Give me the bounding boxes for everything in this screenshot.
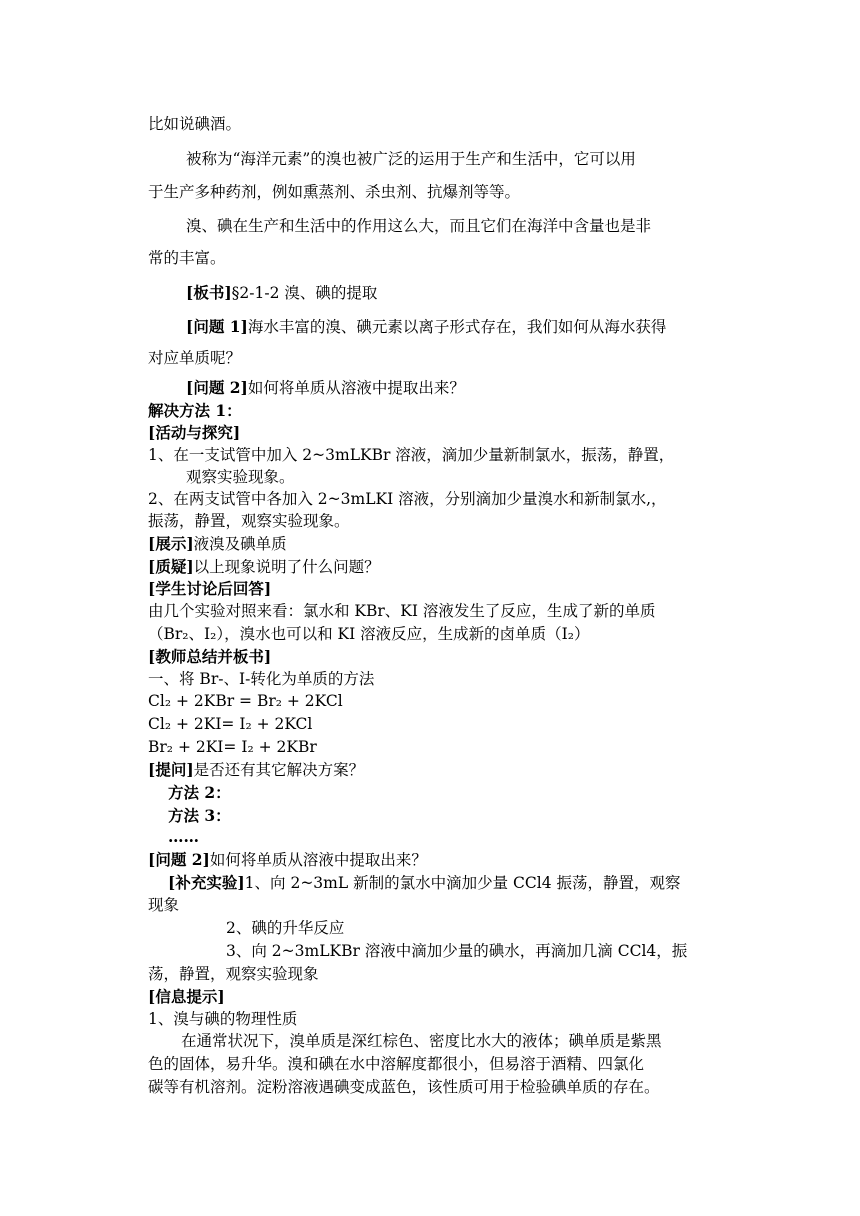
paragraph-line: 色的固体，易升华。溴和碘在水中溶解度都很小，但易溶于酒精、四氯化 [148, 1055, 645, 1073]
answer-line: （Br₂、I₂），溴水也可以和 KI 溶液反应，生成新的卤单质（I₂） [148, 625, 590, 643]
list-item: 1、在一支试管中加入 2~3mLKBr 溶液，滴加少量新制氯水，振荡，静置， [148, 446, 675, 464]
method-line: 方法 2： [168, 783, 231, 802]
board-writing-line: [板书]§2-1-2 溴、碘的提取 [186, 283, 378, 302]
section-heading: 解决方法 1： [148, 401, 242, 420]
subheading: 1、溴与碘的物理性质 [148, 1010, 298, 1028]
query-tag: [质疑] [148, 557, 194, 576]
extra-experiment-line: 现象 [148, 896, 180, 914]
ask-line: [提问]是否还有其它解决方案？ [148, 760, 365, 779]
question-tag: [问题 2] [186, 378, 248, 397]
show-tag: [展示] [148, 534, 194, 553]
question-line: [问题 2]如何将单质从溶液中提取出来？ [186, 378, 465, 397]
equation: Cl₂ + 2KBr = Br₂ + 2KCl [148, 692, 343, 710]
question-line: 对应单质呢？ [148, 349, 242, 367]
section-heading: [信息提示] [148, 987, 225, 1006]
extra-experiment-item: 荡，静置，观察实验现象 [148, 965, 319, 983]
extra-experiment-tag: [补充实验] [168, 873, 245, 892]
equation: Cl₂ + 2KI= I₂ + 2KCl [148, 715, 313, 733]
paragraph-line: 在通常状况下，溴单质是深红棕色、密度比水大的液体；碘单质是紫黑 [181, 1032, 662, 1050]
list-item-cont: 观察实验现象。 [186, 468, 295, 486]
ellipsis: …… [168, 827, 199, 846]
section-heading: [教师总结并板书] [148, 647, 272, 666]
extra-experiment-line: [补充实验]1、向 2~3mL 新制的氯水中滴加少量 CCl4 振荡，静置，观察 [168, 873, 681, 892]
extra-experiment-item: 2、碘的升华反应 [226, 919, 345, 937]
paragraph-line: 碳等有机溶剂。淀粉溶液遇碘变成蓝色，该性质可用于检验碘单质的存在。 [148, 1078, 660, 1096]
extra-experiment-item: 3、向 2~3mLKBr 溶液中滴加少量的碘水，再滴加几滴 CCl4，振 [226, 942, 688, 960]
question-line: [问题 1]海水丰富的溴、碘元素以离子形式存在，我们如何从海水获得 [186, 317, 667, 336]
question-line: [问题 2]如何将单质从溶液中提取出来？ [148, 850, 427, 869]
ask-tag: [提问] [148, 760, 194, 779]
show-line: [展示]液溴及碘单质 [148, 534, 287, 553]
list-item-cont: 振荡，静置，观察实验现象。 [148, 512, 350, 530]
text-line: 比如说碘酒。 [148, 115, 242, 133]
paragraph-line: 常的丰富。 [148, 249, 226, 267]
section-heading: [学生讨论后回答] [148, 579, 272, 598]
method-line: 方法 3： [168, 806, 231, 825]
subheading: 一、将 Br-、I-转化为单质的方法 [148, 670, 375, 688]
board-tag: [板书] [186, 283, 232, 302]
query-line: [质疑]以上现象说明了什么问题？ [148, 557, 380, 576]
section-heading: [活动与探究] [148, 423, 241, 442]
paragraph-line: 于生产多种药剂，例如熏蒸剂、杀虫剂、抗爆剂等等。 [148, 183, 521, 201]
question-tag: [问题 1] [186, 317, 248, 336]
list-item: 2、在两支试管中各加入 2~3mLKI 溶液，分别滴加少量溴水和新制氯水,， [148, 490, 667, 508]
paragraph-line: 被称为“海洋元素”的溴也被广泛的运用于生产和生活中，它可以用 [186, 150, 636, 168]
equation: Br₂ + 2KI= I₂ + 2KBr [148, 738, 317, 756]
paragraph-line: 溴、碘在生产和生活中的作用这么大，而且它们在海洋中含量也是非 [186, 217, 652, 235]
question-tag: [问题 2] [148, 850, 210, 869]
answer-line: 由几个实验对照来看：氯水和 KBr、KI 溶液发生了反应，生成了新的单质 [148, 602, 656, 620]
